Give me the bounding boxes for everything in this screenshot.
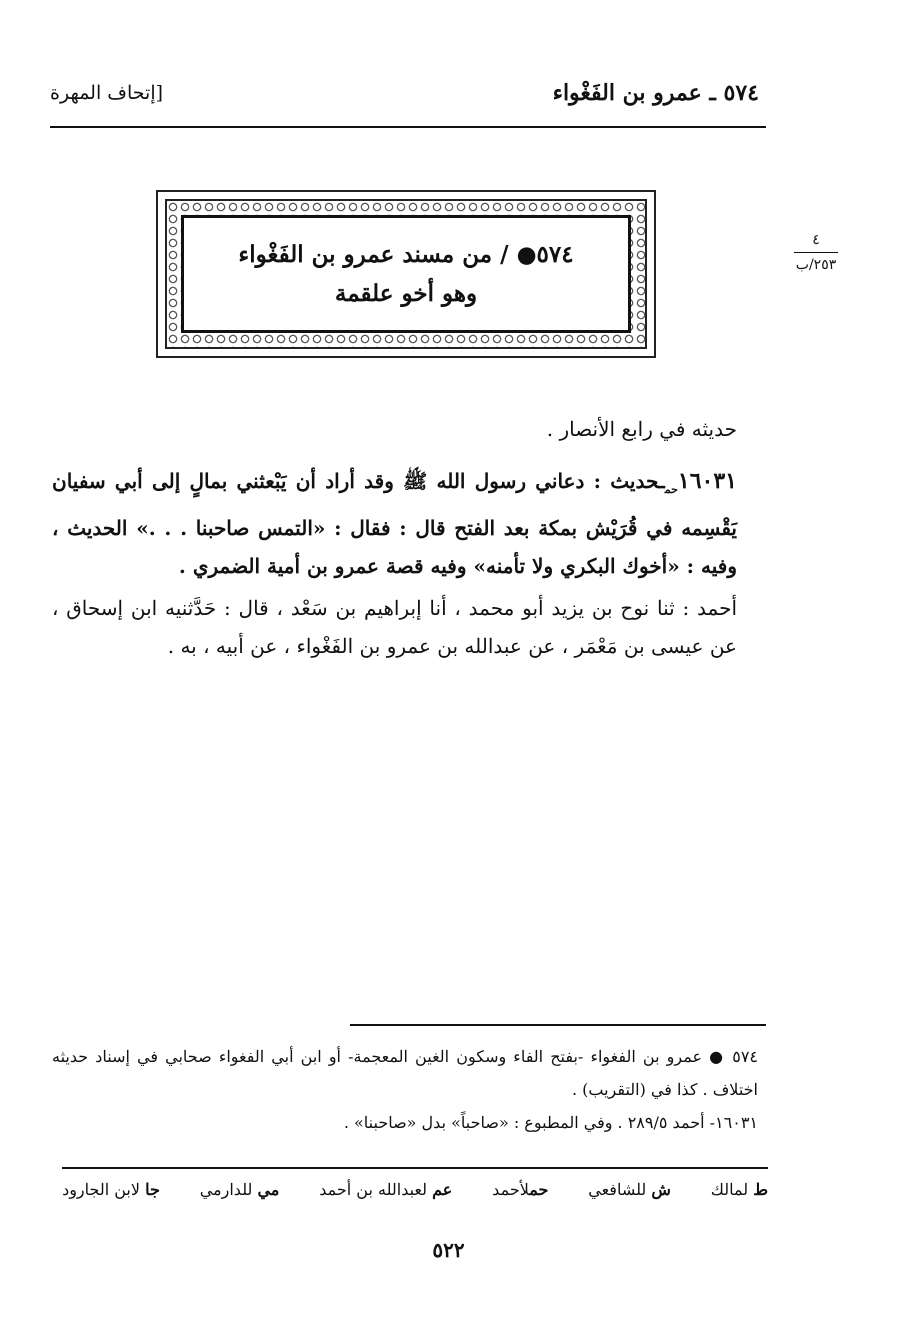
abbreviations-divider	[62, 1167, 768, 1169]
footnote-1: ٥٧٤ ● عمرو بن الفغواء -بفتح الفاء وسكون الغين المعجمة- أو ابن أبي الفغواء صحابي في إسناد حديثه اختلاف . كذا في (التقريب) .	[52, 1047, 758, 1099]
book-title: [إتحاف المهرة	[50, 82, 164, 104]
footnote-divider	[350, 1024, 766, 1026]
abbrev-item: ش للشافعي	[588, 1180, 671, 1199]
margin-note-rule	[794, 252, 838, 253]
ornamental-title-frame	[156, 190, 656, 358]
main-text	[52, 410, 737, 665]
page-number: ٥٢٢	[432, 1238, 465, 1262]
title-line-2: وهو أخو علقمة	[334, 280, 478, 307]
margin-note-top: ٤	[812, 232, 820, 248]
margin-note-bottom: ٢٥٣/ب	[795, 257, 837, 273]
footnotes	[52, 1040, 758, 1139]
margin-note	[786, 232, 846, 273]
header-divider	[50, 126, 766, 128]
footnote-2: ١٦٠٣١- أحمد ٢٨٩/٥ . وفي المطبوع : «صاحباً» بدل «صاحبنا» .	[343, 1113, 758, 1132]
hadith-number: ١٦٠٣١	[677, 468, 737, 494]
hadith-text: ـحديث : دعاني رسول الله ﷺ وقد أراد أن يَبْعثني بمالٍ إلى أبي سفيان يَقْسِمه في قُرَيْش بمكة بعد الفتح قال : فقال : «التمس صاحبنا . . .» الحديث ، وفيه : «أخوك البكري ولا تأمنه» وفيه قصة عمرو بن أمية الضمري .	[52, 469, 737, 578]
intro-line: حديثه في رابع الأنصار .	[546, 417, 737, 441]
isnad-paragraph: أحمد : ثنا نوح بن يزيد أبو محمد ، أنا إبراهيم بن سَعْد ، قال : حَدَّثنيه ابن إسحاق ، عن عيسى بن مَعْمَر ، عن عبدالله بن عمرو بن الفَغْواء ، عن أبيه ، به .	[52, 596, 737, 658]
abbrev-item: عم لعبدالله بن أحمد	[319, 1180, 453, 1199]
abbrev-item: حملأحمد	[492, 1180, 549, 1199]
abbreviations-key	[62, 1180, 768, 1199]
title-line-1: ٥٧٤● / من مسند عمرو بن الفَغْواء	[238, 240, 574, 268]
hadith-mark: حم	[664, 483, 678, 496]
abbrev-item: مي للدارمي	[199, 1180, 280, 1199]
hadith-paragraph	[52, 462, 737, 585]
abbrev-item: ط لمالك	[710, 1180, 768, 1199]
abbrev-item: جا لابن الجارود	[62, 1180, 160, 1199]
chapter-title: ٥٧٤ ـ عمرو بن الفَغْواء	[552, 80, 759, 106]
ornamental-border	[165, 199, 647, 349]
title-box	[181, 215, 631, 333]
